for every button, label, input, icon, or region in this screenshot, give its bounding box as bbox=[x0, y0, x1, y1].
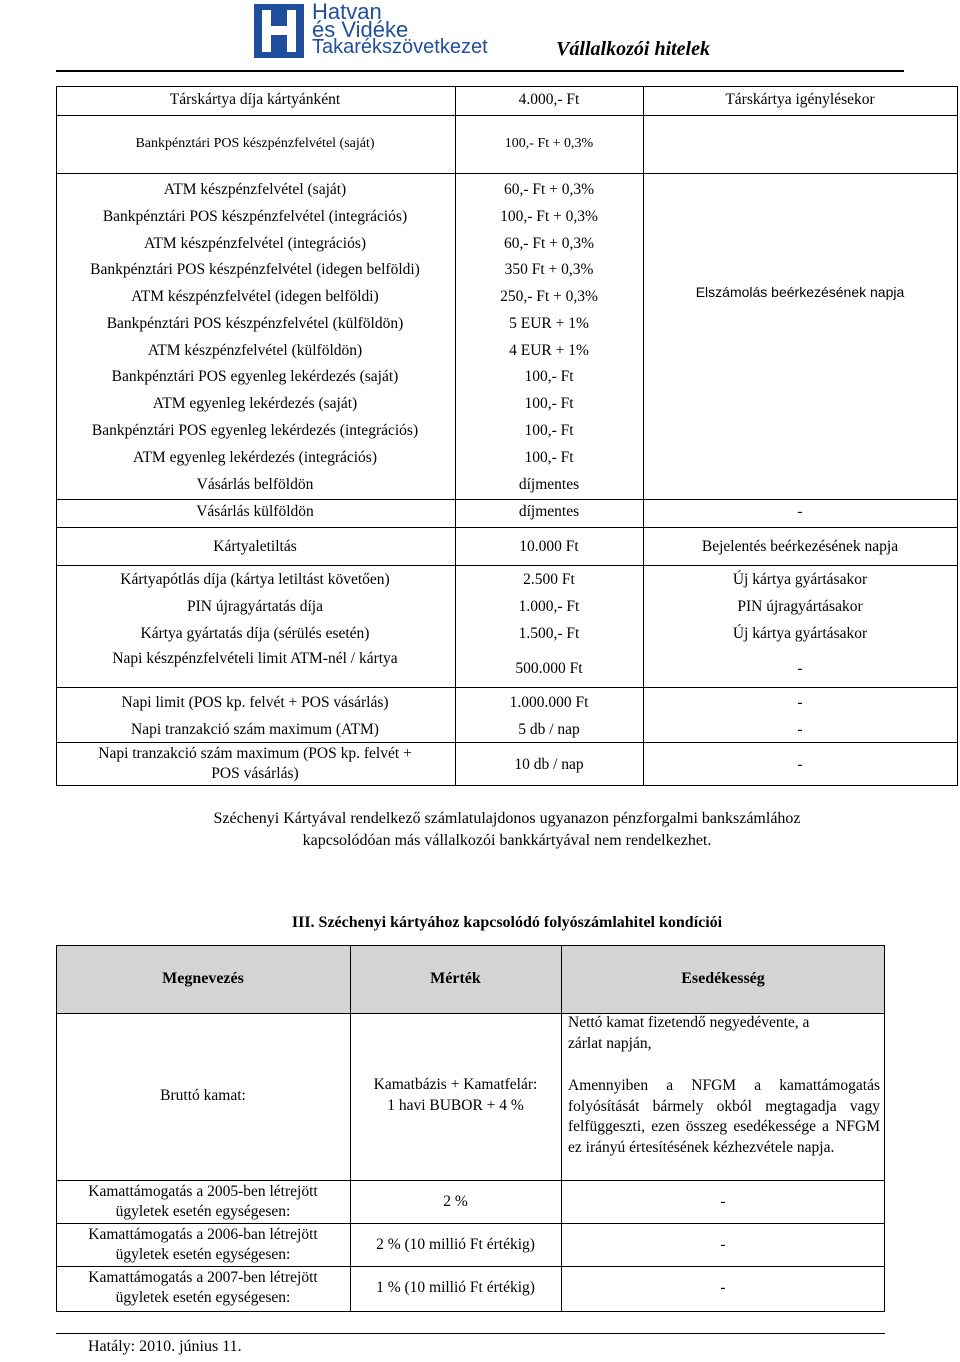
fee-row-name: POS vásárlás) bbox=[211, 765, 299, 782]
table-divider bbox=[56, 742, 958, 743]
fee-row-value: 5 EUR + 1% bbox=[509, 315, 589, 332]
fee-row-name: Társkártya díja kártyánként bbox=[169, 91, 341, 108]
fee-row-name: Bankpénztári POS készpénzfelvétel (integrációs) bbox=[102, 208, 408, 225]
table-divider bbox=[56, 687, 958, 688]
column-header: Esedékesség bbox=[681, 970, 765, 987]
fee-row-value: 4 EUR + 1% bbox=[509, 342, 589, 359]
column-header: Megnevezés bbox=[162, 970, 244, 987]
merged-due-cell: Elszámolás beérkezésének napja bbox=[695, 284, 905, 300]
header-divider bbox=[56, 70, 904, 72]
table-divider bbox=[56, 499, 958, 500]
fee-row-name: Napi tranzakció szám maximum (POS kp. felvét + bbox=[98, 745, 412, 762]
table-col-divider bbox=[561, 945, 562, 1312]
fee-row-name: ATM készpénzfelvétel (saját) bbox=[163, 181, 347, 198]
table-col-divider bbox=[643, 86, 644, 786]
footer-divider bbox=[56, 1333, 885, 1334]
table-divider bbox=[56, 173, 958, 174]
subsidy-name bbox=[56, 1182, 350, 1222]
fee-row-name: Bankpénztári POS készpénzfelvétel (külföldön) bbox=[106, 315, 404, 332]
column-header: Mérték bbox=[430, 970, 481, 987]
logo-text-line2: és Vidéke bbox=[312, 17, 409, 42]
subsidy-name bbox=[56, 1268, 350, 1308]
fee-row-due: Bejelentés beérkezésének napja bbox=[701, 538, 899, 555]
logo-text-line3: Takarékszövetkezet bbox=[312, 36, 488, 58]
fee-row-value: 1.000.000 Ft bbox=[509, 694, 589, 711]
fee-row-name: ATM egyenleg lekérdezés (saját) bbox=[152, 395, 358, 412]
table-divider bbox=[56, 115, 958, 116]
logo-text-line1: Hatvan bbox=[312, 0, 382, 24]
subsidy-name-line: Kamattámogatás a 2005-ben létrejött bbox=[88, 1183, 318, 1200]
table-divider bbox=[56, 527, 958, 528]
fee-row-name: Kártya gyártatás díja (sérülés esetén) bbox=[140, 625, 370, 642]
fee-row-name: ATM készpénzfelvétel (külföldön) bbox=[147, 342, 363, 359]
note-paragraph bbox=[56, 808, 958, 852]
gross-rate-due-note: Amennyiben a NFGM a kamattámogatás folyósítását bármely okból megtagadja vagy felfüggeszti, ezen összeg esedékessége a NFGM ez irányú értesítésének kézhezvétele napja. bbox=[568, 1077, 880, 1156]
fee-row-value: 100,- Ft + 0,3% bbox=[504, 136, 594, 151]
fee-row-name: Bankpénztári POS készpénzfelvétel (saját) bbox=[135, 136, 375, 151]
fee-row-value: 10.000 Ft bbox=[519, 538, 579, 555]
subsidy-name-line: Kamattámogatás a 2007-ben létrejött bbox=[88, 1269, 318, 1286]
subsidy-name-line: ügyletek esetén egységesen: bbox=[115, 1246, 291, 1263]
subsidy-value: 2 % (10 millió Ft értékig) bbox=[376, 1236, 535, 1253]
fee-row-value: 4.000,- Ft bbox=[518, 91, 580, 108]
fee-row-value: 250,- Ft + 0,3% bbox=[500, 288, 598, 305]
fee-row-due: Új kártya gyártásakor bbox=[732, 571, 868, 588]
fee-row-name: ATM készpénzfelvétel (idegen belföldi) bbox=[131, 288, 379, 305]
fee-row-name: Kártyapótlás díja (kártya letiltást követően) bbox=[120, 571, 390, 588]
page-title: Vállalkozói hitelek bbox=[556, 38, 710, 60]
fee-row-value: 60,- Ft + 0,3% bbox=[503, 181, 595, 198]
fee-row-value: 100,- Ft bbox=[524, 449, 574, 466]
gross-rate-value: 1 havi BUBOR + 4 % bbox=[387, 1097, 524, 1114]
fee-row-name: Bankpénztári POS egyenleg lekérdezés (saját) bbox=[111, 368, 399, 385]
subsidy-due: - bbox=[720, 1193, 726, 1210]
gross-rate-due: Nettó kamat fizetendő negyedévente, a bbox=[568, 1014, 810, 1031]
fee-row-value: 350 Ft + 0,3% bbox=[504, 261, 594, 278]
fee-row-value: 100,- Ft + 0,3% bbox=[500, 208, 598, 225]
fee-row-value: 100,- Ft bbox=[524, 422, 574, 439]
fee-row-value: díjmentes bbox=[518, 503, 580, 520]
fee-row-due: - bbox=[797, 660, 803, 677]
gross-rate-value: Kamatbázis + Kamatfelár: bbox=[373, 1076, 538, 1093]
table-divider bbox=[56, 1180, 885, 1181]
subsidy-name-line: Kamattámogatás a 2006-ban létrejött bbox=[88, 1226, 318, 1243]
subsidy-name-line: ügyletek esetén egységesen: bbox=[115, 1289, 291, 1306]
fee-row-name: Vásárlás belföldön bbox=[196, 476, 314, 493]
fee-row-value: 10 db / nap bbox=[514, 756, 584, 773]
fee-row-due: - bbox=[797, 503, 803, 520]
fee-row-value: díjmentes bbox=[518, 476, 580, 493]
fee-row-value: 60,- Ft + 0,3% bbox=[503, 235, 595, 252]
subsidy-due: - bbox=[720, 1236, 726, 1253]
section-title: III. Széchenyi kártyához kapcsolódó folyószámlahitel kondíciói bbox=[291, 914, 723, 931]
fee-row-name: Bankpénztári POS egyenleg lekérdezés (integrációs) bbox=[91, 422, 419, 439]
effective-date: Hatály: 2010. június 11. bbox=[88, 1338, 242, 1355]
fee-row-value: 5 db / nap bbox=[518, 721, 580, 738]
subsidy-name bbox=[56, 1225, 350, 1265]
fee-row-value: 500.000 Ft bbox=[515, 660, 583, 677]
fee-row-due: Társkártya igénylésekor bbox=[725, 91, 875, 108]
fee-row-name: ATM egyenleg lekérdezés (integrációs) bbox=[132, 449, 378, 466]
fee-row-due: - bbox=[797, 721, 803, 738]
fee-row-name: ATM készpénzfelvétel (integrációs) bbox=[143, 235, 367, 252]
gross-rate-label: Bruttó kamat: bbox=[160, 1087, 246, 1104]
table-col-divider bbox=[350, 945, 351, 1312]
subsidy-name-line: ügyletek esetén egységesen: bbox=[115, 1203, 291, 1220]
logo-icon bbox=[254, 4, 304, 58]
fee-row-name: Napi limit (POS kp. felvét + POS vásárlás) bbox=[121, 694, 389, 711]
fee-row-due: PIN újragyártásakor bbox=[737, 598, 863, 615]
fee-row-value: 1.000,- Ft bbox=[518, 598, 580, 615]
fee-row-name: Napi tranzakció szám maximum (ATM) bbox=[131, 721, 379, 738]
fee-row-name: Vásárlás külföldön bbox=[196, 503, 314, 520]
subsidy-value: 1 % (10 millió Ft értékig) bbox=[376, 1279, 535, 1296]
fee-row-due: Új kártya gyártásakor bbox=[732, 625, 868, 642]
fee-row-due: - bbox=[797, 756, 803, 773]
fee-row-value: 1.500,- Ft bbox=[518, 625, 580, 642]
fee-row-name: Kártyaletiltás bbox=[213, 538, 297, 555]
fee-row-value: 100,- Ft bbox=[524, 368, 574, 385]
fee-row-value: 100,- Ft bbox=[524, 395, 574, 412]
subsidy-due: - bbox=[720, 1279, 726, 1296]
subsidy-value: 2 % bbox=[443, 1193, 468, 1210]
gross-rate-due: zárlat napján, bbox=[568, 1035, 652, 1052]
fee-row-due: - bbox=[797, 694, 803, 711]
table-divider bbox=[56, 1266, 885, 1267]
table-divider bbox=[56, 1223, 885, 1224]
fee-row-name: PIN újragyártatás díja bbox=[186, 598, 323, 615]
fee-row-value: 2.500 Ft bbox=[523, 571, 575, 588]
note-line: kapcsolódóan más vállalkozói bankkártyával nem rendelkezhet. bbox=[302, 832, 712, 849]
note-line: Széchenyi Kártyával rendelkező számlatulajdonos ugyanazon pénzforgalmi bankszámlához bbox=[213, 810, 801, 827]
fee-row-name: Napi készpénzfelvételi limit ATM-nél / kártya bbox=[112, 650, 398, 667]
table-divider bbox=[56, 565, 958, 566]
fee-row-name: Bankpénztári POS készpénzfelvétel (idegen belföldi) bbox=[90, 261, 420, 278]
